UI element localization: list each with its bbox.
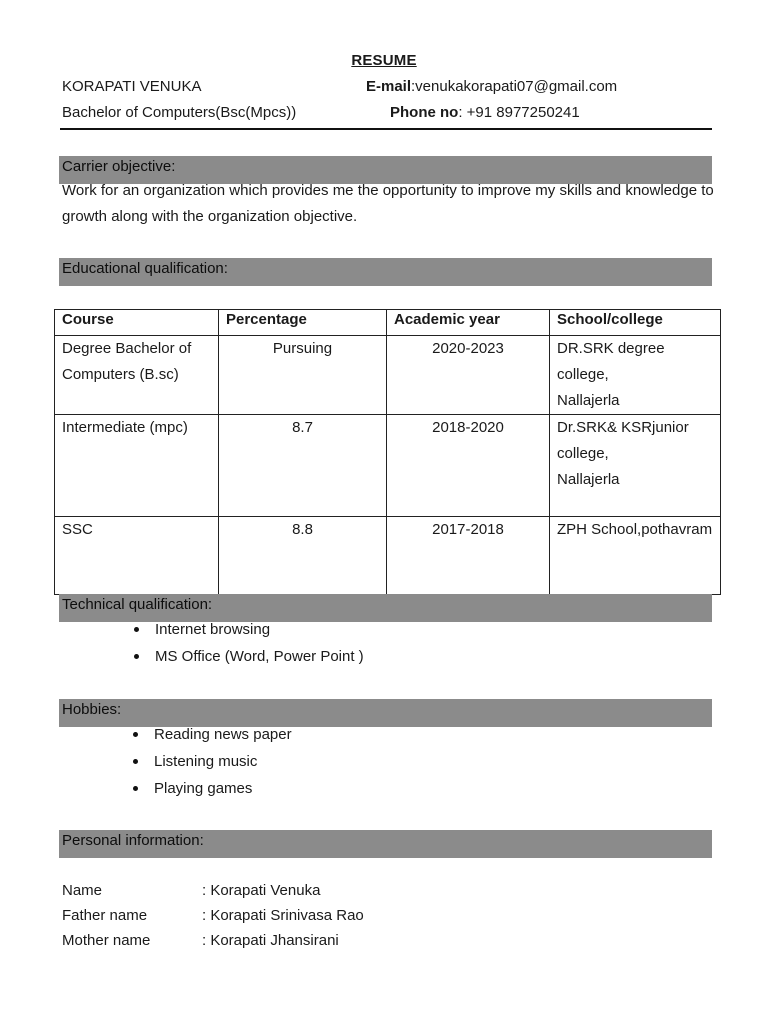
school-cell [550,336,721,415]
course-line: Intermediate (mpc) [62,419,188,436]
list-item: Listening music [132,748,292,775]
candidate-degree: Bachelor of Computers(Bsc(Mpcs)) [62,104,297,121]
table-row [55,415,721,517]
phone-label: Phone no [390,104,459,121]
hobbies-heading: Hobbies: [62,701,122,718]
hobbies-list [132,721,292,802]
personal-heading: Personal information: [62,832,204,849]
table-row [55,336,721,415]
course-cell [55,336,219,415]
percentage-cell: 8.7 [219,415,387,517]
email-value: :venukakorapati07@gmail.com [411,78,618,95]
education-table [54,309,721,595]
education-heading-bar [59,258,712,286]
list-item: MS Office (Word, Power Point ) [133,643,364,670]
phone-line [390,104,580,121]
list-item: Internet browsing [133,616,364,643]
school-line: DR.SRK degree college, [557,340,665,383]
table-row [55,517,721,595]
personal-label: Name [62,882,103,899]
technical-list [133,616,364,670]
school-line: ZPH School,pothavram [557,521,713,538]
education-header-row [55,310,721,336]
course-line: SSC [62,521,93,538]
objective-heading: Carrier objective: [62,158,176,175]
objective-text: Work for an organization which provides me the opportunity to improve my skills and knowledge to growth along with the organization objective. [62,182,714,225]
school-cell [550,517,721,595]
list-item: Playing games [132,775,292,802]
course-cell [55,517,219,595]
year-cell: 2017-2018 [387,517,550,595]
school-line: Dr.SRK& KSRjunior [557,419,689,436]
column-header-course: Course [55,310,219,336]
year-cell: 2018-2020 [387,415,550,517]
personal-label: Mother name [62,932,151,949]
percentage-cell: 8.8 [219,517,387,595]
personal-heading-bar [59,830,712,858]
school-line: Nallajerla [557,392,620,409]
school-cell [550,415,721,517]
column-header-percentage: Percentage [219,310,387,336]
education-heading: Educational qualification: [62,260,228,277]
school-line: Nallajerla [557,471,620,488]
personal-value: : Korapati Srinivasa Rao [202,907,364,924]
column-header-academic-year: Academic year [387,310,550,336]
column-header-school: School/college [550,310,721,336]
personal-value: : Korapati Venuka [202,882,321,899]
school-line: college, [557,445,609,462]
course-cell [55,415,219,517]
personal-label: Father name [62,907,148,924]
year-cell: 2020-2023 [387,336,550,415]
phone-value: : +91 8977250241 [458,104,580,121]
email-label: E-mail [366,78,412,95]
document-title: RESUME [351,52,417,69]
course-line: Computers (B.sc) [62,366,179,383]
email-line [366,78,617,95]
candidate-name: KORAPATI VENUKA [62,78,202,95]
list-item: Reading news paper [132,721,292,748]
personal-value: : Korapati Jhansirani [202,932,339,949]
percentage-cell: Pursuing [219,336,387,415]
header-divider [60,128,712,130]
technical-heading: Technical qualification: [62,596,213,613]
course-line: Degree Bachelor of [62,340,192,357]
